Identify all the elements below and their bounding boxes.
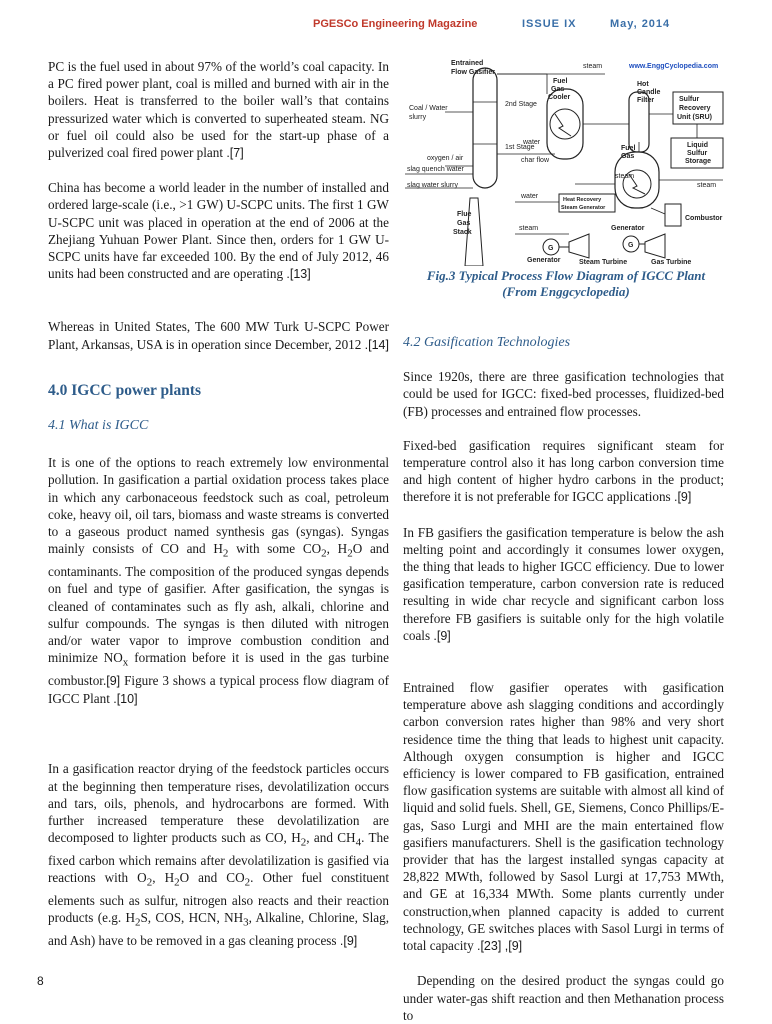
label-generator1: Generator <box>527 257 561 264</box>
label-url: www.EnggCyclopedia.com <box>629 63 719 70</box>
combustor-box <box>665 204 681 226</box>
label-steam-mid: steam <box>615 173 635 180</box>
steam-turbine <box>569 234 589 258</box>
label-flue: Flue <box>457 211 472 218</box>
igcc-flow-diagram <box>405 54 727 266</box>
citation: [9] <box>106 673 121 688</box>
label-unit-sru: Unit (SRU) <box>677 114 712 121</box>
label-candle: Candle <box>637 89 661 96</box>
paragraph-syngas-product: Depending on the desired product the syngas could go under water-gas shift reaction and then Methanation process to <box>403 973 724 1023</box>
label-sulfur2: Sulfur <box>687 150 708 157</box>
magazine-title: PGESCo Engineering Magazine <box>313 18 478 30</box>
citation: .[7] <box>226 146 244 161</box>
citation: .[14] <box>364 337 389 352</box>
label-recovery: Recovery <box>679 105 711 112</box>
label-slag-quench: slag quench water <box>407 166 464 173</box>
subsection-title-gasification: 4.2 Gasification Technologies <box>403 335 571 350</box>
label-slurry: slurry <box>409 114 427 121</box>
citation: .[9] <box>673 490 692 505</box>
page-number: 8 <box>37 974 44 988</box>
label-generator2: Generator <box>611 225 645 232</box>
gasifier-vessel <box>473 68 497 188</box>
label-steam-top: steam <box>583 63 603 70</box>
label-steam-right: steam <box>697 182 717 189</box>
issue-label: ISSUE IX <box>522 18 577 30</box>
label-gas2: Gas <box>621 153 635 160</box>
paragraph-igcc-definition: It is one of the options to reach extremely low environmental pollution. In gasification a partial oxidation process takes place in which any carbonaceous feedstock such as coal, petroleum coke, heavy oil, oil tars, biomass and waste streams is converted to a gaseous product named synthesis gas (syngas). Syngas mainly consists of CO and $H_2$ with some $CO_2$, $H_2O$ and contaminants. The composition of the produced syngas depends on fuel and type of gasifier. After gasification, the syngas is cleaned of contaminates such as fly ash, alkali, chlorine and sulfur compounds. The syngas is then diluted with nitrogen and/or water vapor to improve combustion condition and minimize $NO_x$ formation before it is used in the gas turbine combustor.[9] Figure 3 shows a typical process flow diagram of IGCC Plant .[10] <box>48 455 389 707</box>
section-title-igcc: 4.0 IGCC power plants <box>48 381 202 399</box>
citation: .[10] <box>113 692 138 707</box>
label-liquid: Liquid <box>687 142 708 149</box>
label-sulfur: Sulfur <box>679 96 700 103</box>
paragraph-three-technologies: Since 1920s, there are three gasification technologies that could be used for IGCC: fixed-bed processes, fluidized-bed (FB) processes and entrained flow processes. <box>403 369 724 419</box>
left-column <box>48 58 389 950</box>
subsection-title-what-is-igcc: 4.1 What is IGCC <box>48 418 149 434</box>
label-char-flow: char flow <box>521 157 550 164</box>
right-column <box>403 334 724 1024</box>
page-header <box>0 18 772 36</box>
label-slag-water: slag water slurry <box>407 182 458 189</box>
label-oxygen-air: oxygen / air <box>427 155 464 162</box>
label-water-mid: water <box>523 139 541 146</box>
citation: .[9] <box>339 934 358 949</box>
label-fuel: Fuel <box>553 78 568 85</box>
paragraph-fixed-bed: Fixed-bed gasification requires significant steam for temperature control also it has long carbon conversion time and high content of higher hydro carbons in the product; therefore it is not preferable for IGCC applications .[9] <box>403 437 724 505</box>
paragraph-entrained-flow: Entrained flow gasifier operates with gasification temperature above ash slagging conditions and accordingly carbon conversion rates higher than 98% and very short residence time the thing that leads to highest unit capacity. Although oxygen consumption is higher and IGCC efficiency is lower compared to FB gasification, entrained flow gasification systems are suitable with almost all kind of liquid and solid fuels. Shell, GE, Siemens, Conco Phillips/E-gas, Saso Lurgi and MHI are the main entertained flow gasifiers manufacturers. Shell is the gasification technology provider that has the largest installed syngas capacity at 28,822 MWth, followed by Sasol Lurgi at 17,753 MWth, and GE at 16,334 MWth. Some plants currently under construction,when planned capacity is added to current technology, GE switches places with Sasol Lurgi in terms of total capacity .[23] ,[9] <box>403 680 724 954</box>
label-hrsg2: Steam Generator <box>561 205 606 211</box>
citation: .[23] ,[9] <box>476 939 523 954</box>
label-gas: Gas <box>551 86 565 93</box>
label-gas-turbine: Gas Turbine <box>651 259 692 266</box>
label-1st-stage: 1st Stage <box>505 144 535 151</box>
citation: .[9] <box>433 628 451 643</box>
label-combustor: Combustor <box>685 215 723 222</box>
paragraph-china: China has become a world leader in the number of installed and ordered large-scale (i.e., >1 GW) U-SCPC units. The first 1 GW U-SCPC unit was placed in operation at the end of 2006 at the Zhejiang Yuhuan Power Plant. Since then, orders for 1 GW U-SCPC units have far exceeded 100. By the end of July 2012, 46 units had been constructed and are operating .[13] <box>48 180 389 282</box>
label-fuel2: Fuel <box>621 145 636 152</box>
label-hrsg1: Heat Recovery <box>563 197 602 203</box>
label-hot: Hot <box>637 81 649 88</box>
label-gas3: Gas <box>457 220 471 227</box>
label-2nd-stage: 2nd Stage <box>505 101 537 108</box>
label-water-low: water <box>521 193 539 200</box>
paragraph-usa: Whereas in United States, The 600 MW Turk U-SCPC Power Plant, Arkansas, USA is in operation since December, 2012 .[14] <box>48 319 389 352</box>
paragraph-gasification-reactor: In a gasification reactor drying of the feedstock particles occurs at the beginning then temperature rises, devolatilization occurs and tars, oils, phenols, and hydrocarbons are formed. With further increased temperature these devolatilization are decomposed to lighter products such as CO, $H_2$, and $CH_4$. The fixed carbon which remains after devolatilization is gasified via reactions with $O_2$, $H_2O$ and $CO_2$. Other fuel constituent elements such as sulfur, nitrogen also reacts and their reaction products (e.g. $H_2S$, COS, HCN, $NH_3$, Alkaline, Chlorine, Slag, and Ash) have to be removed in a gas cleaning process .[9] <box>48 761 389 949</box>
paragraph-fb-gasifiers: In FB gasifiers the gasification temperature is below the ash melting point and accordingly it consumes lower oxygen, the thing that leads to higher IGCC efficiency. Due to lower gasification temperature, carbon conversion rate is reduced resulting in wide char recycle and significant carbon loss therefore FB gasifiers is suitable only for the high volatile coals .[9] <box>403 524 724 643</box>
paragraph-pc-fuel: PC is the fuel used in about 97% of the world’s coal capacity. In a PC fired power plant, coal is milled and burned with air in the boilers. Heat is transferred to the boiler wall’s that contains pressurized water which is converted to superheated steam. NG or fuel oil could also be used for the start-up phase of a pulverized coal fired power plant .[7] <box>48 59 389 161</box>
gas-turbine <box>645 234 665 258</box>
label-entrained: Entrained <box>451 60 484 67</box>
label-steam-turbine: Steam Turbine <box>579 259 628 266</box>
label-stack: Stack <box>453 229 472 236</box>
figure-caption: Fig.3 Typical Process Flow Diagram of IGCC Plant (From Enggcyclopedia) <box>426 268 706 299</box>
label-g2: G <box>628 242 634 249</box>
label-filter: Filter <box>637 97 655 104</box>
citation: .[13] <box>286 267 311 282</box>
label-flow-gasifier: Flow Gasifier <box>451 69 495 76</box>
label-g1: G <box>548 245 554 252</box>
label-storage: Storage <box>685 158 712 165</box>
label-cooler: Cooler <box>548 94 571 101</box>
label-steam-low: steam <box>519 225 539 232</box>
issue-date: May, 2014 <box>610 18 671 30</box>
label-coal-water: Coal / Water <box>409 105 448 112</box>
